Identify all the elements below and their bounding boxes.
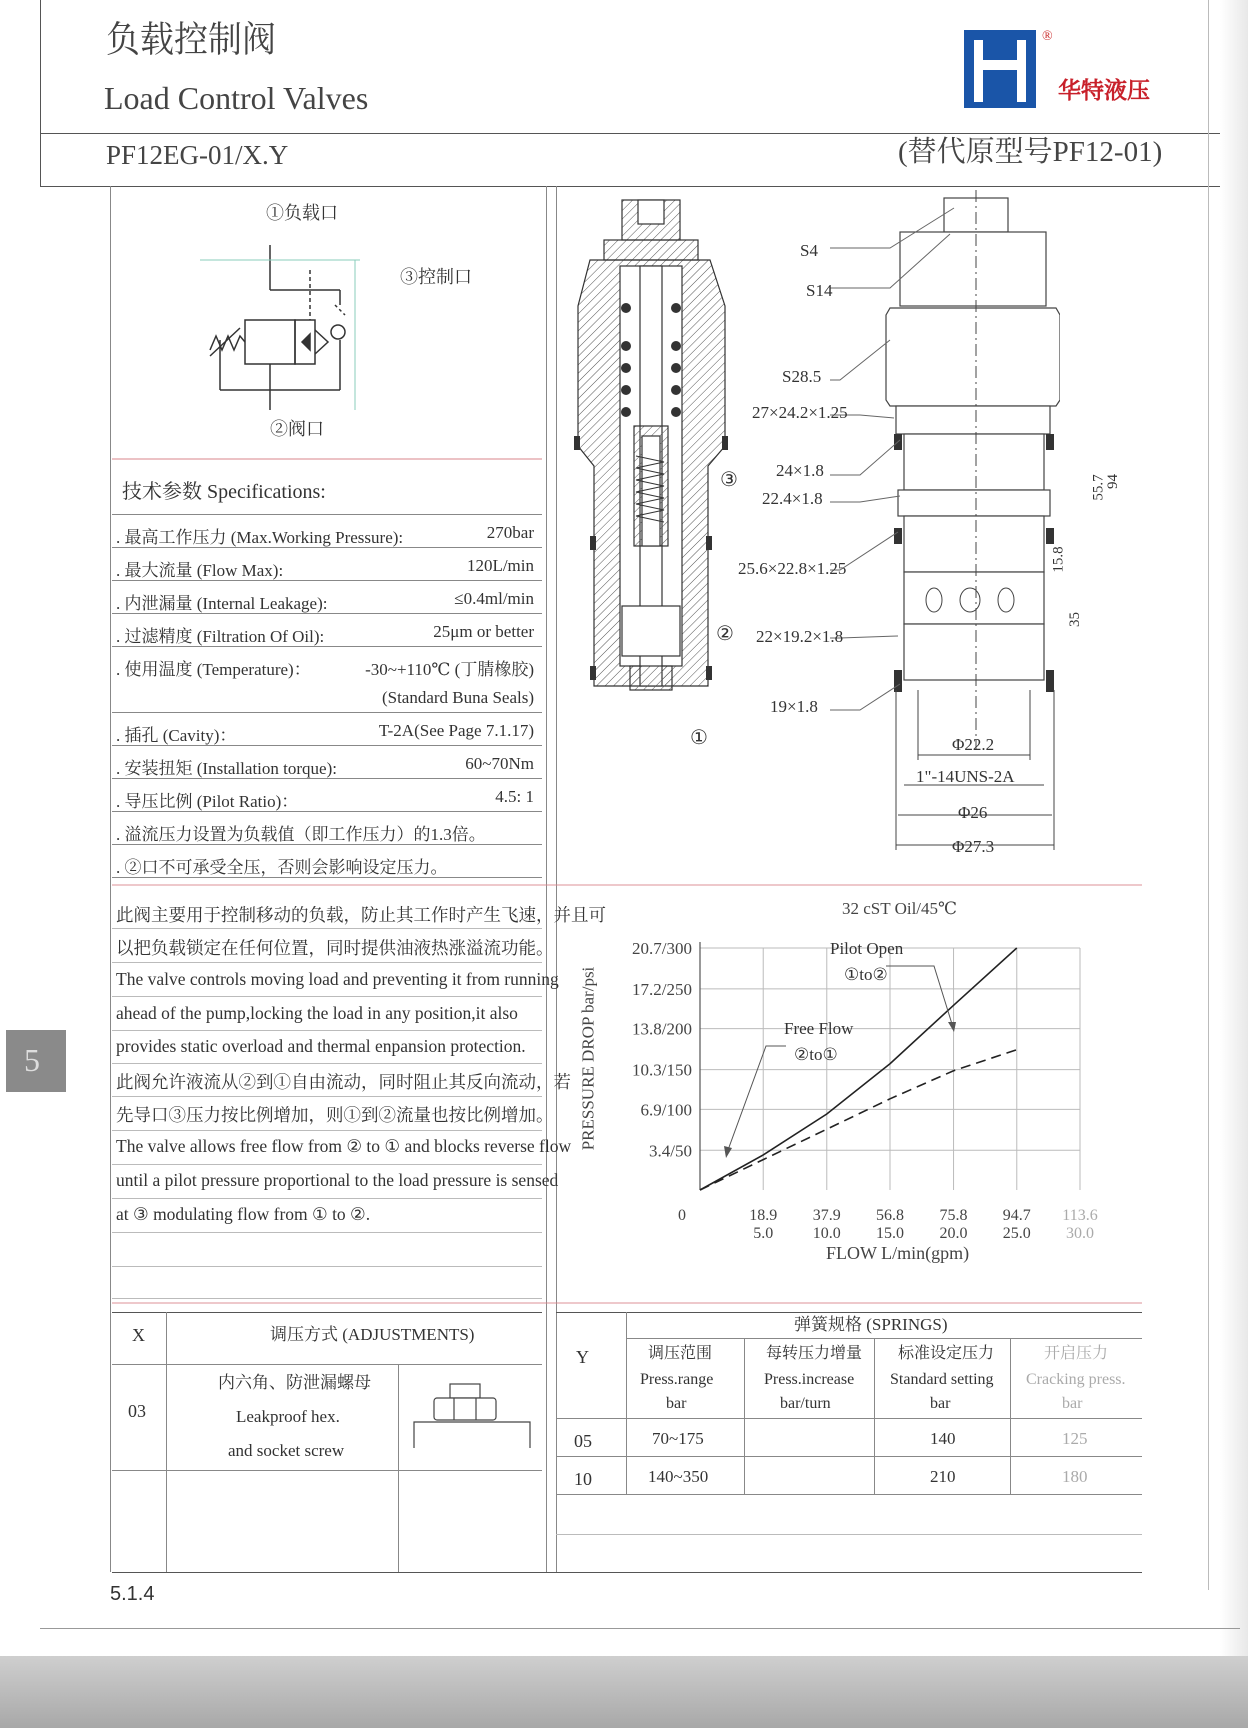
dim-oring3: 22×19.2×1.8 bbox=[756, 627, 844, 646]
adjust-desc-cn: 内六角、防泄漏螺母 bbox=[218, 1373, 371, 1392]
x-tick-sublabel: 15.0 bbox=[876, 1225, 904, 1240]
brand-logo bbox=[964, 30, 1036, 108]
model-code: PF12EG-01/X.Y bbox=[106, 140, 289, 170]
adjust-desc-en2: and socket screw bbox=[228, 1441, 345, 1460]
hydraulic-symbol bbox=[200, 230, 380, 420]
adjust-desc-en1: Leakproof hex. bbox=[236, 1407, 340, 1426]
leader-arrow bbox=[948, 1022, 956, 1032]
port2-label: ②阀口 bbox=[270, 419, 324, 439]
x-tick-sublabel: 5.0 bbox=[753, 1225, 774, 1240]
col-increase-cn: 每转压力增量 bbox=[766, 1345, 863, 1362]
dim-oring4: 19×1.8 bbox=[770, 697, 818, 716]
drawing-port-1: ① bbox=[690, 727, 708, 749]
spec-row: . 过滤精度 (Filtration Of Oil): 25μm or better bbox=[112, 614, 542, 647]
y-tick-label: 6.9/100 bbox=[640, 1100, 692, 1120]
x-tick-label: 113.6 bbox=[1062, 1207, 1098, 1224]
x-tick-label: 37.9 bbox=[812, 1207, 841, 1224]
col-cracking-unit: bar bbox=[1062, 1395, 1083, 1412]
adjust-code-label: X bbox=[132, 1325, 145, 1345]
x-tick-label: 0 bbox=[678, 1207, 686, 1224]
drawing-port-3: ③ bbox=[720, 469, 738, 491]
spec-row: . 溢流压力设置为负载值（即工作压力）的1.3倍。 bbox=[112, 812, 542, 845]
dim-thread: 1"-14UNS-2A bbox=[916, 767, 1015, 786]
y-tick-label: 17.2/250 bbox=[632, 979, 692, 999]
spec-row: . 安装扭矩 (Installation torque): 60~70Nm bbox=[112, 746, 542, 779]
x-tick-label: 56.8 bbox=[876, 1207, 904, 1224]
spec-row: . ②口不可承受全压，否则会影响设定压力。 bbox=[112, 845, 542, 878]
x-tick-label: 75.8 bbox=[939, 1207, 968, 1224]
col-increase-unit: bar/turn bbox=[780, 1395, 831, 1412]
spec-row: . 使用温度 (Temperature)： -30~+110℃ (丁腈橡胶) bbox=[116, 660, 534, 679]
annotation-pilot-open-ports: ①to② bbox=[844, 965, 888, 984]
specs-title: 技术参数 Specifications: bbox=[122, 481, 326, 503]
dim-d26: Φ26 bbox=[958, 803, 988, 822]
title-cn: 负载控制阀 bbox=[106, 21, 276, 60]
spec-row: . 插孔 (Cavity)： T-2A(See Page 7.1.17) bbox=[112, 713, 542, 746]
dim-oring2: 22.4×1.8 bbox=[762, 489, 823, 508]
annotation-free-flow-ports: ②to① bbox=[794, 1045, 838, 1064]
replaces-model: (替代原型号PF12-01) bbox=[898, 136, 1163, 168]
dim-d22: Φ22.2 bbox=[952, 735, 995, 754]
x-tick-sublabel: 10.0 bbox=[812, 1225, 841, 1240]
dim-oring1: 24×1.8 bbox=[776, 461, 824, 480]
chart-ylabel: PRESSURE DROP bar/psi bbox=[578, 966, 598, 1151]
springs-header: 弹簧规格 (SPRINGS) bbox=[794, 1315, 948, 1334]
page-number: 5.1.4 bbox=[110, 1583, 155, 1605]
brand-name: 华特液压 bbox=[1058, 78, 1150, 104]
col-standard-unit: bar bbox=[930, 1395, 951, 1412]
y-tick-label: 13.8/200 bbox=[632, 1019, 692, 1039]
title-en: Load Control Valves bbox=[104, 80, 369, 116]
port3-label: ③控制口 bbox=[400, 267, 472, 287]
x-tick-label: 94.7 bbox=[1002, 1207, 1031, 1224]
dim-94: 94 bbox=[1105, 474, 1121, 489]
adjust-code: 03 bbox=[128, 1401, 146, 1421]
col-cracking-en: Cracking press. bbox=[1026, 1371, 1126, 1388]
spec-row: . 最大流量 (Flow Max): 120L/min bbox=[112, 548, 542, 581]
x-tick-sublabel: 25.0 bbox=[1002, 1225, 1031, 1240]
col-cracking-cn: 开启压力 bbox=[1044, 1345, 1109, 1362]
dim-55: 55.7 bbox=[1090, 474, 1107, 501]
y-tick-label: 3.4/50 bbox=[649, 1141, 692, 1161]
dim-s14: S14 bbox=[806, 281, 833, 300]
dim-s4: S4 bbox=[800, 241, 818, 260]
col-range-cn: 调压范围 bbox=[648, 1345, 713, 1362]
annotation-pilot-open: Pilot Open bbox=[830, 939, 904, 958]
pressure-flow-chart bbox=[560, 920, 1140, 1240]
dim-backup: 25.6×22.8×1.25 bbox=[738, 559, 847, 578]
y-tick-label: 10.3/150 bbox=[632, 1060, 692, 1080]
dim-d27: Φ27.3 bbox=[952, 837, 995, 856]
adjust-header: 调压方式 (ADJUSTMENTS) bbox=[270, 1325, 475, 1344]
valve-cross-section bbox=[560, 196, 740, 736]
springs-code-label: Y bbox=[576, 1347, 589, 1367]
series-free-flow bbox=[700, 1050, 1017, 1190]
x-tick-sublabel: 30.0 bbox=[1066, 1225, 1094, 1240]
col-range-en: Press.range bbox=[640, 1371, 714, 1388]
col-range-unit: bar bbox=[666, 1395, 687, 1412]
col-standard-en: Standard setting bbox=[890, 1371, 994, 1388]
spec-row: (Standard Buna Seals) bbox=[112, 680, 542, 713]
dim-15: 15.8 bbox=[1050, 546, 1067, 573]
dim-35: 35 bbox=[1067, 612, 1083, 627]
adjust-nut-icon bbox=[410, 1380, 536, 1450]
spec-row: . 内泄漏量 (Internal Leakage): ≤0.4ml/min bbox=[112, 581, 542, 614]
series-pilot-open bbox=[700, 948, 1017, 1190]
col-increase-en: Press.increase bbox=[764, 1371, 855, 1388]
dim-thread1: 27×24.2×1.25 bbox=[752, 403, 848, 422]
spec-row: . 导压比例 (Pilot Ratio)： 4.5: 1 bbox=[112, 779, 542, 812]
dim-s28: S28.5 bbox=[782, 367, 822, 386]
section-tab: 5 bbox=[6, 1030, 66, 1092]
leader-arrow bbox=[724, 1146, 732, 1158]
x-tick-sublabel: 20.0 bbox=[939, 1225, 968, 1240]
spec-row: . 最高工作压力 (Max.Working Pressure): 270bar bbox=[112, 515, 542, 548]
port1-label: ①负载口 bbox=[266, 203, 338, 223]
chart-xlabel: FLOW L/min(gpm) bbox=[826, 1243, 970, 1263]
annotation-free-flow: Free Flow bbox=[784, 1019, 854, 1038]
drawing-port-2: ② bbox=[716, 623, 734, 645]
chart-title: 32 cST Oil/45℃ bbox=[842, 899, 958, 918]
y-tick-label: 20.7/300 bbox=[632, 939, 692, 958]
col-standard-cn: 标准设定压力 bbox=[898, 1345, 995, 1362]
leader-line bbox=[728, 1046, 786, 1150]
x-tick-label: 18.9 bbox=[749, 1207, 778, 1224]
